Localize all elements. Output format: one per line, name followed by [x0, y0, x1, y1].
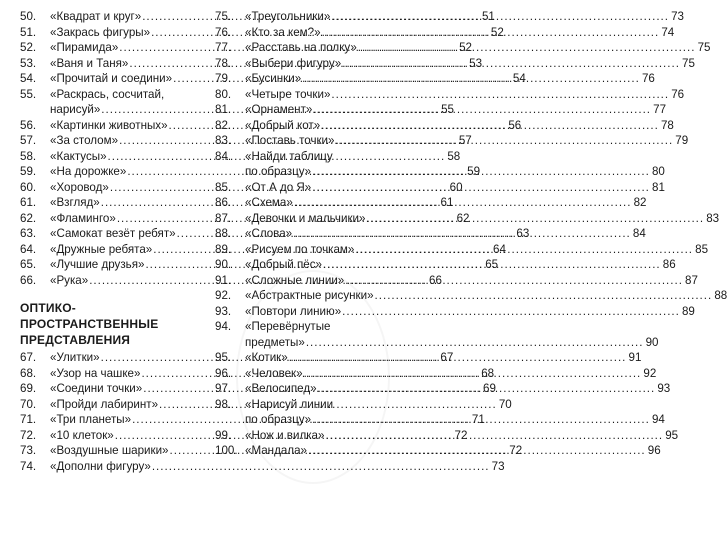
toc-entry-title: «Добрый пёс» — [245, 258, 322, 271]
toc-entry-title: «Ваня и Таня» — [50, 56, 129, 70]
toc-entry — [215, 288, 727, 304]
toc-entry-page: 61 — [440, 196, 454, 209]
toc-entry-page: 87 — [685, 273, 698, 287]
toc-entry-title: «Мандала» — [245, 444, 307, 457]
toc-entry-title: «Нарисуй линии — [245, 397, 334, 411]
toc-entry-leader-dots — [322, 25, 660, 41]
toc-entry-number: 57. — [20, 134, 37, 147]
toc-entry-number: 82. — [215, 118, 232, 132]
toc-entry-number: 65. — [20, 258, 37, 271]
toc-entry-number: 94. — [215, 320, 232, 333]
toc-entry-page: 86 — [662, 258, 676, 271]
toc-entry-number: 86. — [215, 196, 232, 209]
toc-entry-number: 64. — [20, 242, 37, 256]
toc-entry-page: 67 — [440, 351, 454, 364]
toc-entry-title: «Улитки» — [50, 351, 100, 364]
toc-entry-leader-dots — [358, 40, 696, 56]
toc-entry-title: «Самокат везёт ребят» — [50, 227, 176, 240]
toc-entry-number: 72. — [20, 428, 37, 442]
toc-entry-page: 91 — [628, 351, 642, 364]
toc-entry-number: 99. — [215, 428, 232, 442]
toc-entry-leader-dots — [313, 102, 651, 118]
toc-entry-leader-dots — [335, 133, 673, 149]
toc-entry-number: 50. — [20, 10, 37, 23]
toc-entry-number: 61. — [20, 196, 37, 209]
toc-entry-page: 58 — [447, 149, 461, 163]
toc-entry-leader-dots — [342, 56, 680, 72]
toc-entry-page: 72 — [454, 428, 468, 442]
toc-entry-page: 83 — [706, 211, 720, 225]
toc-entry-page: 60 — [449, 180, 463, 194]
toc-entry-number: 66. — [20, 273, 37, 287]
toc-entry-number: 74. — [20, 459, 37, 473]
toc-entry-title: «Рисуем по точкам» — [245, 242, 355, 256]
toc-entry-title: «Кактусы» — [50, 149, 107, 163]
toc-entry-leader-dots — [304, 366, 642, 382]
toc-entry-page: 77 — [653, 103, 667, 116]
toc-entry-number: 83. — [215, 134, 232, 147]
toc-entry-number: 53. — [20, 56, 37, 70]
toc-entry-number: 71. — [20, 413, 37, 426]
toc-entry-leader-dots — [293, 226, 631, 242]
toc-entry-page: 93 — [657, 382, 671, 395]
toc-entry-title: «Сложные линии» — [245, 273, 345, 287]
toc-entry-number: 51. — [20, 25, 37, 39]
toc-entry-page: 52 — [459, 41, 472, 54]
toc-entry-page: 52 — [490, 25, 504, 39]
toc-entry-number: 80. — [215, 87, 232, 101]
toc-entry-page: 55 — [441, 103, 454, 116]
toc-entry-title: «Рука» — [50, 273, 89, 287]
toc-entry-page: 76 — [671, 87, 685, 101]
toc-entry-title: «Девочки и мальчики» — [245, 211, 366, 225]
toc-entry-number: 69. — [20, 382, 37, 395]
toc-entry-page: 84 — [632, 227, 646, 240]
toc-entry-leader-dots — [321, 118, 659, 134]
toc-entry-number: 60. — [20, 180, 37, 194]
toc-entry-title: «Четыре точки» — [245, 87, 331, 101]
toc-entry-title: «Взгляд» — [50, 196, 100, 209]
toc-entry-title: «Кто за кем?» — [245, 25, 321, 39]
toc-entry-title: «Пирамида» — [50, 41, 119, 54]
toc-entry — [215, 319, 659, 350]
toc-entry-number: 98. — [215, 397, 232, 411]
toc-entry-title: «Расставь на полку» — [245, 41, 357, 54]
toc-entry-title: «Орнамент» — [245, 103, 313, 116]
toc-entry-page: 66 — [429, 273, 442, 287]
toc-entry-page: 51 — [481, 10, 495, 23]
toc-entry-number: 85. — [215, 180, 232, 194]
toc-entry-title: «Дружные ребята» — [50, 242, 153, 256]
toc-entry-page: 53 — [469, 56, 483, 70]
toc-entry-number: 67. — [20, 351, 37, 364]
toc-entry-title: «Дополни фигуру» — [50, 459, 151, 473]
toc-entry-number: 93. — [215, 304, 232, 318]
toc-entry-leader-dots — [289, 350, 627, 366]
toc-entry-page: 90 — [645, 335, 659, 349]
toc-entry-title: «Перевёрнутые — [245, 320, 331, 333]
section-heading — [20, 300, 200, 348]
toc-entry-leader-dots — [312, 164, 650, 180]
toc-entry-leader-dots — [325, 428, 663, 444]
toc-entry-number: 77. — [215, 41, 232, 54]
toc-entry-leader-dots — [318, 381, 656, 397]
toc-entry-number: 87. — [215, 211, 232, 225]
toc-entry-leader-dots — [375, 288, 713, 304]
toc-entry-page: 75 — [697, 41, 711, 54]
toc-entry-title: «Человек» — [245, 366, 303, 380]
toc-entry-title: «Квадрат и круг» — [50, 10, 142, 23]
toc-entry-title: «Нож и вилка» — [245, 428, 325, 442]
toc-entry-title: «За столом» — [50, 134, 119, 147]
toc-entry-number: 76. — [215, 25, 232, 39]
toc-entry-page: 73 — [671, 10, 684, 23]
toc-entry-number: 97. — [215, 382, 232, 395]
toc-entry-number: 70. — [20, 397, 37, 411]
toc-entry-leader-dots — [308, 443, 646, 459]
toc-entry-title: «Абстрактные рисунки» — [245, 289, 374, 302]
toc-entry-title: «На дорожке» — [50, 165, 127, 178]
toc-entry-number: 75. — [215, 10, 232, 23]
toc-entry-title: «Лучшие друзья» — [50, 258, 145, 271]
section-heading-line2: ПРЕДСТАВЛЕНИЯ — [20, 333, 131, 347]
toc-entry-leader-dots — [312, 180, 650, 196]
toc-entry-number: 56. — [20, 118, 37, 132]
toc-entry-page: 82 — [633, 196, 647, 209]
toc-entry-page: 76 — [641, 72, 655, 85]
toc-entry-number: 100. — [215, 444, 238, 457]
toc-entry-page: 95 — [665, 428, 679, 442]
toc-entry-title-continued: предметы» — [245, 335, 305, 349]
toc-entry — [20, 459, 505, 475]
toc-entry-title: «Хоровод» — [50, 180, 109, 194]
toc-entry-title: «Картинки животных» — [50, 118, 168, 132]
toc-entry-page: 92 — [643, 366, 657, 380]
toc-entry-title: «Схема» — [245, 196, 293, 209]
toc-entry-title: «Фламинго» — [50, 211, 116, 225]
toc-entry-title: «Раскрась, сосчитай, — [50, 87, 165, 101]
toc-entry-leader-dots — [331, 87, 669, 103]
toc-entry-page: 73 — [491, 459, 505, 473]
toc-entry-title: «Треугольники» — [245, 10, 331, 23]
toc-entry-number: 54. — [20, 72, 37, 85]
toc-entry-page: 80 — [651, 165, 665, 178]
toc-entry-page: 74 — [661, 25, 675, 39]
toc-entry-title: «Пройди лабиринт» — [50, 397, 159, 411]
toc-entry-title: «Бусинки» — [245, 72, 302, 85]
toc-entry — [215, 304, 695, 320]
toc-entry-page: 57 — [458, 134, 472, 147]
toc-entry-page: 75 — [682, 56, 695, 70]
toc-entry-title: «Узор на чашке» — [50, 366, 141, 380]
toc-entry-page: 89 — [681, 304, 695, 318]
toc-entry-page: 72 — [509, 444, 523, 457]
toc-entry-number: 95. — [215, 351, 232, 364]
toc-entry-page: 78 — [660, 118, 674, 132]
toc-entry-title: «Выбери фигуру» — [245, 56, 342, 70]
toc-entry-title: «Добрый кот» — [245, 118, 321, 132]
toc-entry-number: 84. — [215, 149, 232, 163]
toc-entry-title: «Повтори линию» — [245, 304, 342, 318]
toc-entry-number: 59. — [20, 165, 37, 178]
toc-entry-title: «Поставь точки» — [245, 134, 335, 147]
toc-entry-leader-dots — [323, 257, 661, 273]
toc-entry-title: «Соедини точки» — [50, 382, 143, 395]
toc-entry-page: 70 — [498, 397, 512, 411]
toc-entry-page: 79 — [675, 134, 689, 147]
toc-entry-page: 94 — [651, 413, 665, 426]
toc-entry-number: 90. — [215, 258, 232, 271]
toc-entry-page: 69 — [483, 382, 496, 395]
toc-entry-number: 73. — [20, 444, 37, 457]
toc-entry-page: 62 — [456, 211, 470, 225]
toc-entry-title: «Воздушные шарики» — [50, 444, 169, 457]
toc-entry-number: 62. — [20, 211, 37, 225]
toc-entry-leader-dots — [342, 304, 680, 320]
toc-entry-leader-dots — [366, 211, 704, 227]
toc-entry-page: 71 — [471, 413, 485, 426]
toc-entry-number: 88. — [215, 227, 232, 240]
toc-entry-number: 55. — [20, 87, 37, 101]
toc-entry-title: «Котик» — [245, 351, 288, 364]
toc-entry-page: 63 — [516, 227, 530, 240]
toc-entry-title-continued: нарисуй» — [50, 103, 101, 116]
toc-entry-number: 89. — [215, 242, 232, 256]
toc-entry-leader-dots — [345, 273, 683, 289]
toc-entry-number: 91. — [215, 273, 232, 287]
toc-entry-leader-dots — [312, 412, 650, 428]
toc-entry-page: 81 — [652, 180, 665, 194]
toc-entry-leader-dots — [306, 335, 644, 351]
toc-entry-page: 54 — [512, 72, 526, 85]
toc-entry-number: 92. — [215, 289, 232, 302]
toc-entry-title: «Закрась фигуры» — [50, 25, 151, 39]
toc-entry-title: «Велосипед» — [245, 382, 317, 395]
toc-entry-page: 85 — [695, 242, 709, 256]
toc-entry-number: 68. — [20, 366, 37, 380]
toc-entry-leader-dots — [331, 9, 669, 25]
toc-entry-title: «Слова» — [245, 227, 293, 240]
toc-entry-page: 56 — [508, 118, 522, 132]
toc-entry-page: 88 — [714, 289, 727, 302]
toc-entry-number: 63. — [20, 227, 37, 240]
toc-entry-page: 65 — [485, 258, 499, 271]
toc-entry-title: «Прочитай и соедини» — [50, 72, 173, 85]
toc-entry-number: 79. — [215, 72, 232, 85]
toc-entry-leader-dots — [302, 71, 640, 87]
toc-entry-number: 78. — [215, 56, 232, 70]
toc-entry-page: 64 — [493, 242, 506, 256]
toc-entry-number: 52. — [20, 41, 37, 54]
toc-entry-leader-dots — [152, 459, 490, 475]
toc-entry-number: 96. — [215, 366, 232, 380]
toc-entry — [215, 87, 685, 103]
toc-entry-title: «От А до Я» — [245, 180, 312, 194]
toc-entry-page: 59 — [467, 165, 481, 178]
toc-entry-leader-dots — [355, 242, 693, 258]
toc-entry-leader-dots — [294, 195, 632, 211]
toc-entry-page: 96 — [647, 444, 661, 457]
toc-entry-title: «10 клеток» — [50, 428, 114, 442]
toc-entry-page: 68 — [481, 366, 495, 380]
toc-entry-title: «Найди таблицу — [245, 149, 333, 163]
toc-entry-number: 81. — [215, 103, 232, 116]
toc-entry-title: «Три планеты» — [50, 413, 132, 426]
section-heading-line1: ОПТИКО-ПРОСТРАНСТВЕННЫЕ — [20, 301, 159, 331]
toc-entry-number: 58. — [20, 149, 37, 163]
toc-entry-title-continued: по образцу» — [245, 165, 312, 178]
toc-entry-title-continued: по образцу» — [245, 413, 312, 426]
